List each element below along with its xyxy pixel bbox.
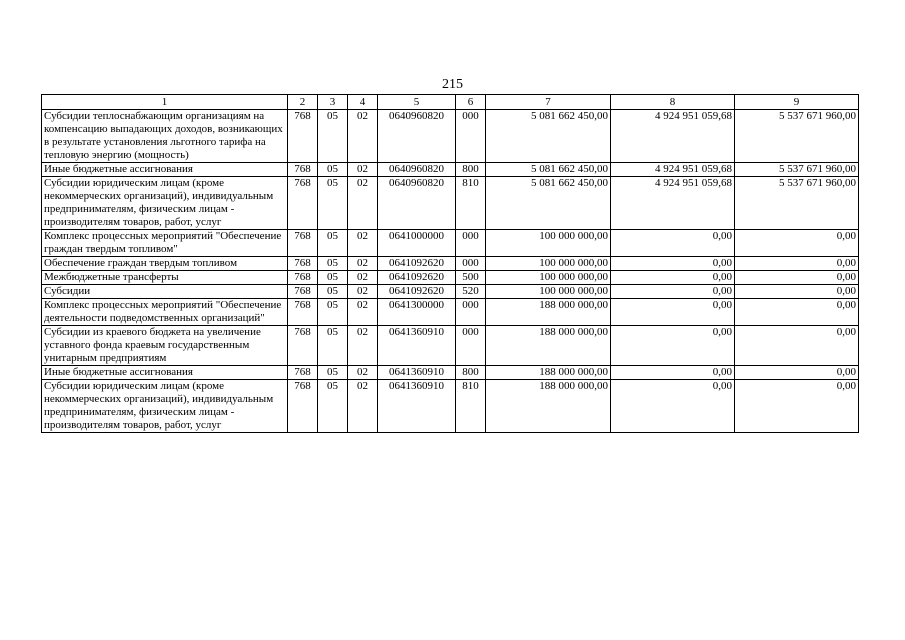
header-cell: 8	[611, 95, 735, 110]
row-name-cell: Субсидии юридическим лицам (кроме некоммерческих организаций), индивидуальным предпринимателям, физическим лицам - производителям товаров, работ, услуг	[42, 380, 288, 433]
table-row	[42, 326, 859, 366]
row-name-cell: Субсидии из краевого бюджета на увеличение уставного фонда краевым государственным унитарным предприятиям	[42, 326, 288, 366]
target-item-code-cell: 0641092620	[378, 285, 456, 299]
table-row	[42, 366, 859, 380]
amount-year1-cell: 188 000 000,00	[486, 326, 611, 366]
amount-year2-cell: 0,00	[611, 299, 735, 326]
subsection-code-cell: 02	[348, 177, 378, 230]
amount-year2-cell: 4 924 951 059,68	[611, 177, 735, 230]
table-row	[42, 230, 859, 257]
row-name-cell: Субсидии теплоснабжающим организациям на компенсацию выпадающих доходов, возникающих в результате установления льготного тарифа на тепловую энергию (мощность)	[42, 110, 288, 163]
subsection-code-cell: 02	[348, 326, 378, 366]
header-cell: 2	[288, 95, 318, 110]
amount-year2-cell: 0,00	[611, 230, 735, 257]
target-item-code-cell: 0641360910	[378, 380, 456, 433]
table-row	[42, 177, 859, 230]
ministry-code-cell: 768	[288, 230, 318, 257]
ministry-code-cell: 768	[288, 163, 318, 177]
amount-year2-cell: 0,00	[611, 257, 735, 271]
row-name-cell: Комплекс процессных мероприятий "Обеспечение деятельности подведомственных организаций"	[42, 299, 288, 326]
header-cell: 1	[42, 95, 288, 110]
amount-year3-cell: 0,00	[735, 285, 859, 299]
expense-type-code-cell: 000	[456, 230, 486, 257]
table-body	[42, 110, 859, 433]
budget-table	[41, 94, 859, 433]
table-row	[42, 285, 859, 299]
ministry-code-cell: 768	[288, 177, 318, 230]
target-item-code-cell: 0640960820	[378, 110, 456, 163]
amount-year3-cell: 0,00	[735, 326, 859, 366]
table-row	[42, 110, 859, 163]
section-code-cell: 05	[318, 110, 348, 163]
expense-type-code-cell: 000	[456, 257, 486, 271]
expense-type-code-cell: 500	[456, 271, 486, 285]
amount-year3-cell: 0,00	[735, 257, 859, 271]
expense-type-code-cell: 810	[456, 380, 486, 433]
section-code-cell: 05	[318, 299, 348, 326]
target-item-code-cell: 0641092620	[378, 257, 456, 271]
row-name-cell: Субсидии	[42, 285, 288, 299]
amount-year1-cell: 188 000 000,00	[486, 366, 611, 380]
subsection-code-cell: 02	[348, 285, 378, 299]
expense-type-code-cell: 520	[456, 285, 486, 299]
expense-type-code-cell: 000	[456, 326, 486, 366]
expense-type-code-cell: 000	[456, 110, 486, 163]
amount-year2-cell: 0,00	[611, 326, 735, 366]
expense-type-code-cell: 810	[456, 177, 486, 230]
amount-year1-cell: 188 000 000,00	[486, 380, 611, 433]
header-row	[42, 95, 859, 110]
header-cell: 4	[348, 95, 378, 110]
amount-year2-cell: 0,00	[611, 366, 735, 380]
amount-year1-cell: 5 081 662 450,00	[486, 110, 611, 163]
section-code-cell: 05	[318, 366, 348, 380]
ministry-code-cell: 768	[288, 380, 318, 433]
subsection-code-cell: 02	[348, 271, 378, 285]
amount-year3-cell: 5 537 671 960,00	[735, 110, 859, 163]
target-item-code-cell: 0641000000	[378, 230, 456, 257]
header-cell: 7	[486, 95, 611, 110]
row-name-cell: Комплекс процессных мероприятий "Обеспечение граждан твердым топливом"	[42, 230, 288, 257]
amount-year2-cell: 4 924 951 059,68	[611, 110, 735, 163]
ministry-code-cell: 768	[288, 285, 318, 299]
expense-type-code-cell: 000	[456, 299, 486, 326]
amount-year3-cell: 0,00	[735, 230, 859, 257]
section-code-cell: 05	[318, 230, 348, 257]
amount-year1-cell: 100 000 000,00	[486, 271, 611, 285]
target-item-code-cell: 0640960820	[378, 177, 456, 230]
amount-year3-cell: 5 537 671 960,00	[735, 163, 859, 177]
row-name-cell: Обеспечение граждан твердым топливом	[42, 257, 288, 271]
amount-year3-cell: 0,00	[735, 271, 859, 285]
table-row	[42, 271, 859, 285]
ministry-code-cell: 768	[288, 366, 318, 380]
section-code-cell: 05	[318, 380, 348, 433]
amount-year3-cell: 5 537 671 960,00	[735, 177, 859, 230]
amount-year3-cell: 0,00	[735, 299, 859, 326]
table-row	[42, 257, 859, 271]
subsection-code-cell: 02	[348, 380, 378, 433]
row-name-cell: Субсидии юридическим лицам (кроме некоммерческих организаций), индивидуальным предпринимателям, физическим лицам - производителям товаров, работ, услуг	[42, 177, 288, 230]
table-row	[42, 380, 859, 433]
target-item-code-cell: 0640960820	[378, 163, 456, 177]
target-item-code-cell: 0641360910	[378, 326, 456, 366]
section-code-cell: 05	[318, 177, 348, 230]
section-code-cell: 05	[318, 326, 348, 366]
amount-year1-cell: 188 000 000,00	[486, 299, 611, 326]
section-code-cell: 05	[318, 257, 348, 271]
target-item-code-cell: 0641360910	[378, 366, 456, 380]
expense-type-code-cell: 800	[456, 366, 486, 380]
amount-year2-cell: 4 924 951 059,68	[611, 163, 735, 177]
ministry-code-cell: 768	[288, 110, 318, 163]
section-code-cell: 05	[318, 271, 348, 285]
target-item-code-cell: 0641300000	[378, 299, 456, 326]
table-row	[42, 163, 859, 177]
amount-year1-cell: 100 000 000,00	[486, 257, 611, 271]
target-item-code-cell: 0641092620	[378, 271, 456, 285]
header-cell: 5	[378, 95, 456, 110]
subsection-code-cell: 02	[348, 230, 378, 257]
ministry-code-cell: 768	[288, 271, 318, 285]
amount-year1-cell: 5 081 662 450,00	[486, 177, 611, 230]
ministry-code-cell: 768	[288, 257, 318, 271]
subsection-code-cell: 02	[348, 110, 378, 163]
amount-year1-cell: 100 000 000,00	[486, 230, 611, 257]
subsection-code-cell: 02	[348, 366, 378, 380]
subsection-code-cell: 02	[348, 299, 378, 326]
row-name-cell: Иные бюджетные ассигнования	[42, 163, 288, 177]
section-code-cell: 05	[318, 285, 348, 299]
amount-year3-cell: 0,00	[735, 366, 859, 380]
ministry-code-cell: 768	[288, 299, 318, 326]
amount-year1-cell: 5 081 662 450,00	[486, 163, 611, 177]
amount-year2-cell: 0,00	[611, 271, 735, 285]
section-code-cell: 05	[318, 163, 348, 177]
subsection-code-cell: 02	[348, 163, 378, 177]
amount-year2-cell: 0,00	[611, 285, 735, 299]
page-number: 215	[442, 77, 463, 92]
amount-year3-cell: 0,00	[735, 380, 859, 433]
amount-year1-cell: 100 000 000,00	[486, 285, 611, 299]
subsection-code-cell: 02	[348, 257, 378, 271]
row-name-cell: Иные бюджетные ассигнования	[42, 366, 288, 380]
expense-type-code-cell: 800	[456, 163, 486, 177]
header-cell: 3	[318, 95, 348, 110]
ministry-code-cell: 768	[288, 326, 318, 366]
header-cell: 9	[735, 95, 859, 110]
header-cell: 6	[456, 95, 486, 110]
table-row	[42, 299, 859, 326]
row-name-cell: Межбюджетные трансферты	[42, 271, 288, 285]
amount-year2-cell: 0,00	[611, 380, 735, 433]
